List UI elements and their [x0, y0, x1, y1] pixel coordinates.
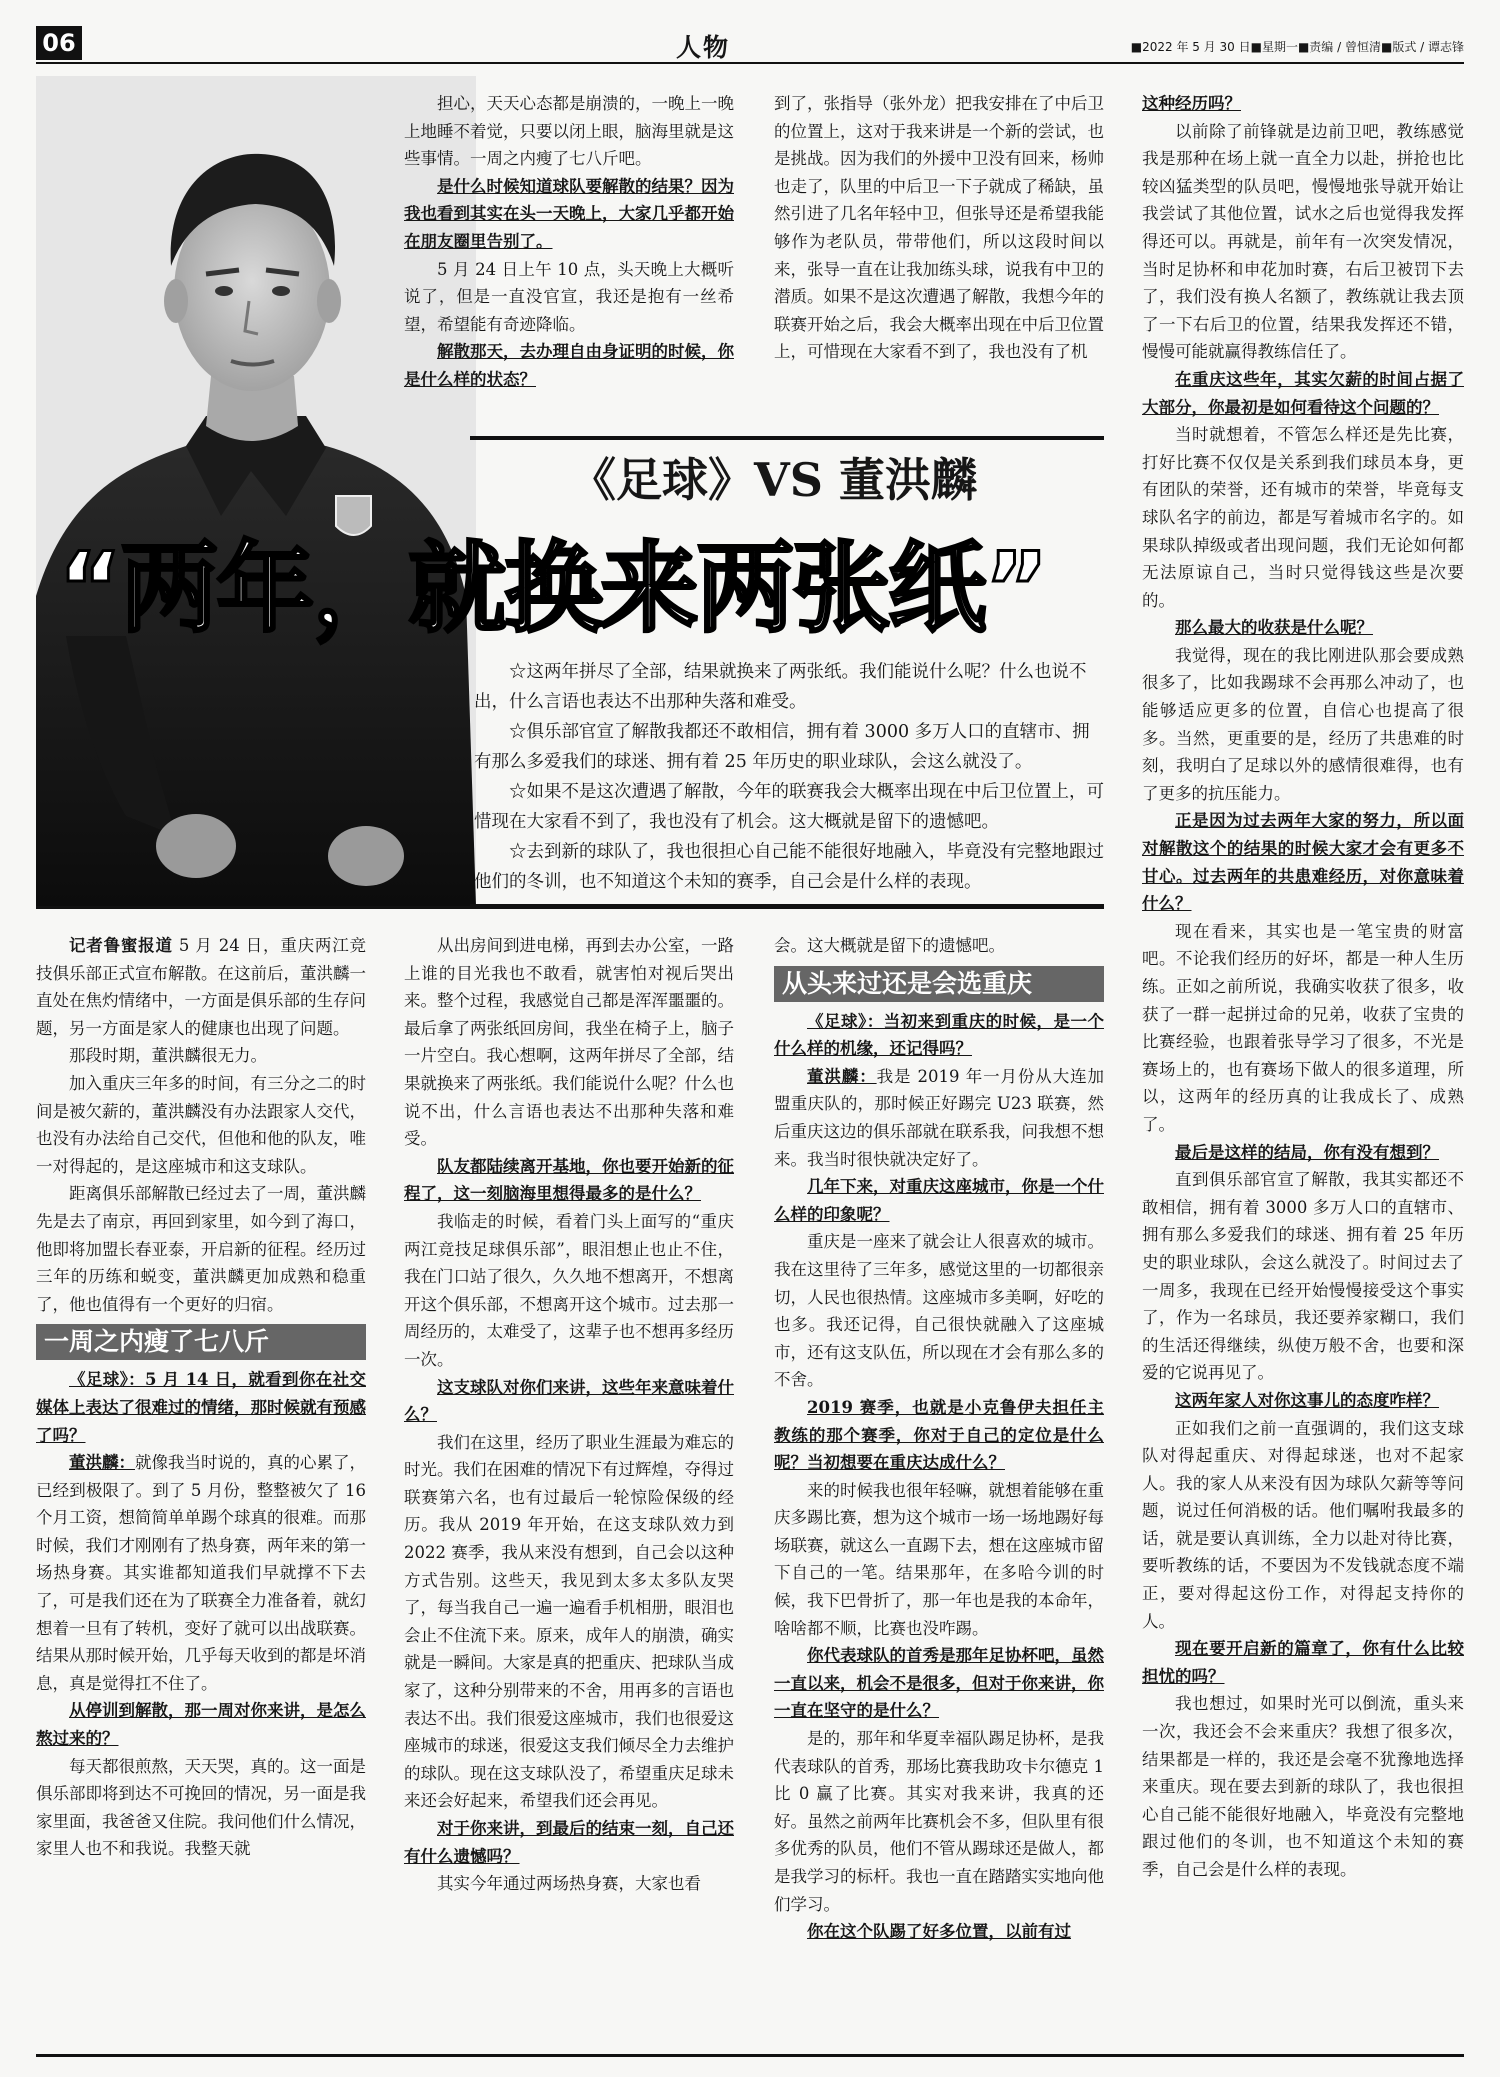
body-paragraph — [1142, 1690, 1464, 1883]
paragraph-text: 每天都很煎熬，天天哭，真的。这一面是俱乐部即将到达不可挽回的情况，另一面是我家里面，我爸爸又住院。我问他们什么情况，家里人也不和我说。我整天就 — [36, 1756, 366, 1859]
interview-question: 在重庆这些年，其实欠薪的时间占据了大部分，你最初是如何看待这个问题的？ — [1142, 369, 1464, 417]
interview-question: 《足球》：5 月 14 日，就看到你在社交媒体上表达了很难过的情绪，那时候就有预感了吗？ — [36, 1370, 366, 1445]
body-paragraph — [36, 1449, 366, 1697]
paragraph-text: 我也想过，如果时光可以倒流，重头来一次，我还会不会来重庆？我想了很多次，结果都是一样的，我还是会毫不犹豫地选择来重庆。现在要去到新的球队了，我也很担心自己能不能很好地融入，毕竟没有完整地跟过他们的冬训，也不知道这个未知的赛季，自己会是什么样的表现。 — [1142, 1694, 1464, 1879]
dateline: ■2022 年 5 月 30 日■星期一■责编 / 曾恒清■版式 / 谭志锋 — [1130, 40, 1464, 54]
headline-text: “两年，就换来两张纸” — [58, 532, 1047, 646]
headline — [58, 510, 1047, 651]
body-paragraph — [36, 1070, 366, 1180]
paragraph-text: 以前除了前锋就是边前卫吧，教练感觉我是那种在场上就一直全力以赴，拼抢也比较凶猛类型的队员吧，慢慢地张导就开始让我尝试了其他位置，试水之后也觉得我发挥得还可以。再就是，前年有一次突发情况，当时足协杯和申花加时赛，右后卫被罚下去了，我们没有换人名额了，教练就让我去顶了一下右后卫的位置，结果我发挥还不错，慢慢可能就赢得教练信任了。 — [1142, 121, 1464, 362]
headline-kicker: 《足球》VS 董洪麟 — [570, 453, 977, 507]
paragraph-text: 从出房间到进电梯，再到去办公室，一路上谁的目光我也不敢看，就害怕对视后哭出来。整个过程，我感觉自己都是浑浑噩噩的。最后拿了两张纸回房间，我坐在椅子上，脑子一片空白。我心想啊，这两年拼尽了全部，结果就换来了两张纸。我们能说什么呢？什么也说不出，什么言语也表达不出那种失落和难受。 — [404, 936, 734, 1149]
body-paragraph — [774, 1063, 1104, 1173]
page-number: 06 — [36, 26, 82, 60]
body-paragraph — [1142, 118, 1464, 366]
article-column-4 — [1142, 90, 1464, 1884]
paragraph-text: 正如我们之前一直强调的，我们这支球队对得起重庆、对得起球迷，也对不起家人。我的家人从来没有因为球队欠薪等等问题，说过任何消极的话。他们嘱咐我最多的话，就是要认真训练，全力以赴对待比赛，要听教练的话，不要因为不发钱就态度不端正，要对得起这份工作，对得起支持你的人。 — [1142, 1418, 1464, 1631]
speaker-label: 董洪麟： — [807, 1066, 877, 1086]
article-column-1 — [36, 932, 366, 1863]
body-paragraph — [404, 1429, 734, 1815]
interview-question: 你代表球队的首秀是那年足协杯吧，虽然一直以来，机会不是很多，但对于你来讲，你一直在坚守的是什么？ — [774, 1646, 1104, 1721]
interview-question: 《足球》：当初来到重庆的时候，是一个什么样的机缘，还记得吗？ — [774, 1011, 1104, 1059]
paragraph-text: 我是 2019 年一月份从大连加盟重庆队的，那时候正好踢完 U23 联赛，然后重庆这边的俱乐部就在联系我，问我想不想来。我当时很快就决定好了。 — [774, 1066, 1105, 1169]
paragraph-text: 我临走的时候，看着门头上面写的“重庆两江竞技足球俱乐部”，眼泪想止也止不住，我在门口站了很久，久久地不想离开，不想离开这个俱乐部，不想离开这个城市。过去那一周经历的，太难受了，这辈子也不想再多经历一次。 — [404, 1211, 734, 1369]
paragraph-text: 来的时候我也很年轻嘛，就想着能够在重庆多踢比赛，想为这个城市一场一场地踢好每场联赛，就这么一直踢下去，想在这座城市留下自己的一笔。结果那年，在多哈今训的时候，我下巴骨折了，那一年也是我的本命年，啥啥都不顺，比赛也没咋踢。 — [774, 1480, 1104, 1638]
page-header — [36, 26, 1464, 64]
body-paragraph — [1142, 421, 1464, 614]
interview-question: 是什么时候知道球队要解散的结果？因为我也看到其实在头一天晚上，大家几乎都开始在朋友圈里告别了。 — [404, 176, 734, 251]
interview-question: 几年下来，对重庆这座城市，你是一个什么样的印象呢？ — [774, 1177, 1104, 1224]
paragraph-text: 我觉得，现在的我比刚进队那会要成熟很多了，比如我踢球不会再那么冲动了，也能够适应更多的位置，自信心也提高了很多。当然，更重要的是，经历了共患难的时刻，我明白了足球以外的感情很难得，也有了更多的抗压能力。 — [1142, 645, 1464, 803]
body-paragraph — [404, 1870, 734, 1898]
body-paragraph — [1142, 918, 1464, 1139]
body-paragraph — [1142, 642, 1464, 808]
interview-question: 现在要开启新的篇章了，你有什么比较担忧的吗？ — [1142, 1639, 1464, 1686]
top-column-2 — [774, 90, 1104, 366]
interview-question: 队友都陆续离开基地，你也要开始新的征程了，这一刻脑海里想得最多的是什么？ — [404, 1156, 734, 1204]
interview-question: 这两年家人对你这事儿的态度咋样？ — [1175, 1390, 1439, 1410]
paragraph-text: 担心，天天心态都是崩溃的，一晚上一晚上地睡不着觉，只要以闭上眼，脑海里就是这些事情。一周之内瘦了七八斤吧。 — [404, 94, 734, 169]
top-column-1 — [404, 90, 734, 394]
section-title: 人物 — [676, 33, 731, 62]
body-paragraph — [404, 932, 734, 1153]
paragraph-text: 就像我当时说的，真的心累了，已经到极限了。到了 5 月份，整整被欠了 16 个月工资，想简简单单踢个球真的很难。而那时候，我们才刚刚有了热身赛，两年来的第一场热身赛。其实谁都知道我们早就撑不下去了，可是我们还在为了联赛全力准备着，就幻想着一旦有了转机，变好了就可以出战联赛。结果从那时候开始，几乎每天收到的都是坏消息，真是觉得扛不住了。 — [36, 1453, 366, 1693]
section-heading: 从头来过还是会选重庆 — [774, 966, 1104, 1002]
speaker-label: 董洪麟： — [69, 1453, 135, 1473]
pull-quote: ☆去到新的球队了，我也很担心自己能不能很好地融入，毕竟没有完整地跟过他们的冬训，也不知道这个未知的赛季，自己会是什么样的表现。 — [474, 842, 1104, 892]
page-bottom-rule — [36, 2054, 1464, 2057]
section-divider — [36, 906, 1104, 909]
body-paragraph — [1142, 1166, 1464, 1387]
paragraph-text: 那段时期，董洪麟很无力。 — [69, 1046, 267, 1066]
body-paragraph — [404, 256, 734, 339]
interview-question: 对于你来讲，到最后的结束一刻，自己还有什么遗憾吗？ — [404, 1819, 734, 1866]
paragraph-text: 加入重庆三年多的时间，有三分之二的时间是被欠薪的，董洪麟没有办法跟家人交代，也没有办法给自己交代，但他和他的队友，唯一对得起的，是这座城市和这支球队。 — [36, 1073, 366, 1176]
body-paragraph — [1142, 1415, 1464, 1636]
body-paragraph — [404, 90, 734, 173]
interview-question: 正是因为过去两年大家的努力，所以面对解散这个的结果的时候大家才会有更多不甘心。过去两年的共患难经历，对你意味着什么？ — [1142, 811, 1464, 914]
byline: 记者鲁蜜报道 — [69, 936, 173, 955]
paragraph-text: 会。这大概就是留下的遗憾吧。 — [774, 936, 1005, 955]
body-paragraph — [774, 932, 1104, 960]
body-paragraph — [404, 1208, 734, 1374]
pull-quote: ☆俱乐部官宣了解散我都还不敢相信，拥有着 3000 多万人口的直辖市、拥有那么多爱我们的球迷、拥有着 25 年历史的职业球队，会这么就没了。 — [474, 722, 1090, 772]
body-paragraph — [774, 1725, 1104, 1918]
pull-quote: ☆如果不是这次遭遇了解散，今年的联赛我会大概率出现在中后卫位置上，可惜现在大家看不到了，我也没有了机会。这大概就是留下的遗憾吧。 — [474, 782, 1104, 832]
pull-quotes — [474, 657, 1104, 897]
interview-question: 这种经历吗？ — [1142, 94, 1241, 113]
body-paragraph — [36, 1753, 366, 1863]
interview-question: 你在这个队踢了好多位置，以前有过 — [807, 1922, 1071, 1942]
paragraph-text: 到了，张指导（张外龙）把我安排在了中后卫的位置上，这对于我来讲是一个新的尝试，也是挑战。因为我们的外援中卫没有回来，杨帅也走了，队里的中后卫一下子就成了稀缺，虽然引进了几名年轻中卫，但张导还是希望我能够作为老队员，带带他们，所以这段时间以来，张导一直在让我加练头球，说我有中卫的潜质。如果不是这次遭遇了解散，我想今年的联赛开始之后，我会大概率出现在中后卫位置上，可惜现在大家看不到了，我也没有了机 — [774, 94, 1104, 362]
body-paragraph — [36, 1180, 366, 1318]
paragraph-text: 当时就想着，不管怎么样还是先比赛，打好比赛不仅仅是关系到我们球员本身，更有团队的荣誉，还有城市的荣誉，毕竟每支球队名字的前边，都是写着城市名字的。如果球队掉级或者出现问题，我们无论如何都无法原谅自己，当时只觉得钱这些是次要的。 — [1142, 425, 1464, 610]
body-paragraph — [774, 90, 1104, 366]
interview-question: 那么最大的收获是什么呢？ — [1175, 618, 1373, 638]
paragraph-text: 是的，那年和华夏幸福队踢足协杯，是我代表球队的首秀，那场比赛我助攻卡尔德克 1 比 0 赢了比赛。其实对我来讲，我真的还好。虽然之前两年比赛机会不多，但队里有很多优秀的队员，他们不管从踢球还是做人，都是我学习的标杆。我也一直在踏踏实实地向他们学习。 — [774, 1729, 1104, 1914]
interview-question: 解散那天，去办理自由身证明的时候，你是什么样的状态？ — [404, 342, 734, 389]
body-paragraph — [36, 1042, 366, 1070]
paragraph-text: 5 月 24 日上午 10 点，头天晚上大概听说了，但是一直没官宣，我还是抱有一丝希望，希望能有奇迹降临。 — [404, 259, 734, 334]
pull-quote: ☆这两年拼尽了全部，结果就换来了两张纸。我们能说什么呢？什么也说不出，什么言语也表达不出那种失落和难受。 — [474, 662, 1087, 712]
section-heading: 一周之内瘦了七八斤 — [36, 1324, 366, 1360]
paragraph-text: 直到俱乐部官宣了解散，我其实都还不敢相信，拥有着 3000 多万人口的直辖市、拥有那么多爱我们的球迷、拥有着 25 年历史的职业球队，会这么就没了。时间过去了一周多，我现在已经开始慢慢接受这个事实了，作为一名球员，我还要养家糊口，我们的生活还得继续，纵使万般不舍，也要和深爱的它说再见了。 — [1142, 1170, 1464, 1383]
body-paragraph — [774, 1228, 1104, 1394]
interview-question: 2019 赛季，也就是小克鲁伊夫担任主教练的那个赛季，你对于自己的定位是什么呢？当初想要在重庆达成什么？ — [774, 1397, 1104, 1473]
paragraph-text: 我们在这里，经历了职业生涯最为难忘的时光。我们在困难的情况下有过辉煌，夺得过联赛第六名，也有过最后一轮惊险保级的经历。我从 2019 年开始，在这支球队效力到 2022 赛季，我从来没有想到，自己会以这种方式告别。这些天，我见到太多太多队友哭了，每当我自己一遍一遍看手机相册，眼泪也会止不住流下来。原来，成年人的崩溃，确实就是一瞬间。大家是真的把重庆、把球队当成家了，这种分别带来的不舍，用再多的言语也表达不出。我们很爱这座城市，我们也很爱这座城市的球迷，很爱这支我们倾尽全力去维护的球队。现在这支球队没了，希望重庆足球未来还会好起来，希望我们还会再见。 — [404, 1432, 734, 1811]
body-paragraph — [774, 1477, 1104, 1643]
article-column-3 — [774, 932, 1104, 1946]
paragraph-text: 距离俱乐部解散已经过去了一周，董洪麟先是去了南京，再回到家里，如今到了海口，他即将加盟长春亚泰，开启新的征程。经历过三年的历练和蜕变，董洪麟更加成熟和稳重了，他也值得有一个更好的归宿。 — [36, 1184, 366, 1314]
article-column-2 — [404, 932, 734, 1898]
paragraph-text: 其实今年通过两场热身赛，大家也看 — [437, 1874, 701, 1894]
interview-question: 最后是这样的结局，你有没有想到？ — [1175, 1142, 1439, 1162]
paragraph-text: 现在看来，其实也是一笔宝贵的财富吧。不论我们经历的好坏，都是一种人生历练。正如之前所说，我确实收获了很多，收获了一群一起拼过命的兄弟，收获了宝贵的比赛经验，也跟着张导学习了很多，不光是赛场上的，也有赛场下做人的很多道理，所以，这两年的经历真的让我成长了、成熟了。 — [1142, 921, 1464, 1134]
interview-question: 从停训到解散，那一周对你来讲，是怎么熬过来的？ — [36, 1701, 366, 1749]
body-paragraph — [36, 932, 366, 1042]
paragraph-text: 5 月 24 日，重庆两江竞技俱乐部正式宣布解散。在这前后，董洪麟一直处在焦灼情绪中，一方面是俱乐部的生存问题，另一方面是家人的健康也出现了问题。 — [36, 936, 367, 1038]
title-rule-top — [470, 436, 1104, 440]
interview-question: 这支球队对你们来讲，这些年来意味着什么？ — [404, 1377, 734, 1425]
paragraph-text: 重庆是一座来了就会让人很喜欢的城市。我在这里待了三年多，感觉这里的一切都很亲切，人民也很热情。这座城市多美啊，好吃的也多。我还记得，自己很快就融入了这座城市，还有这支队伍，所以现在才会有那么多的不舍。 — [774, 1232, 1104, 1390]
